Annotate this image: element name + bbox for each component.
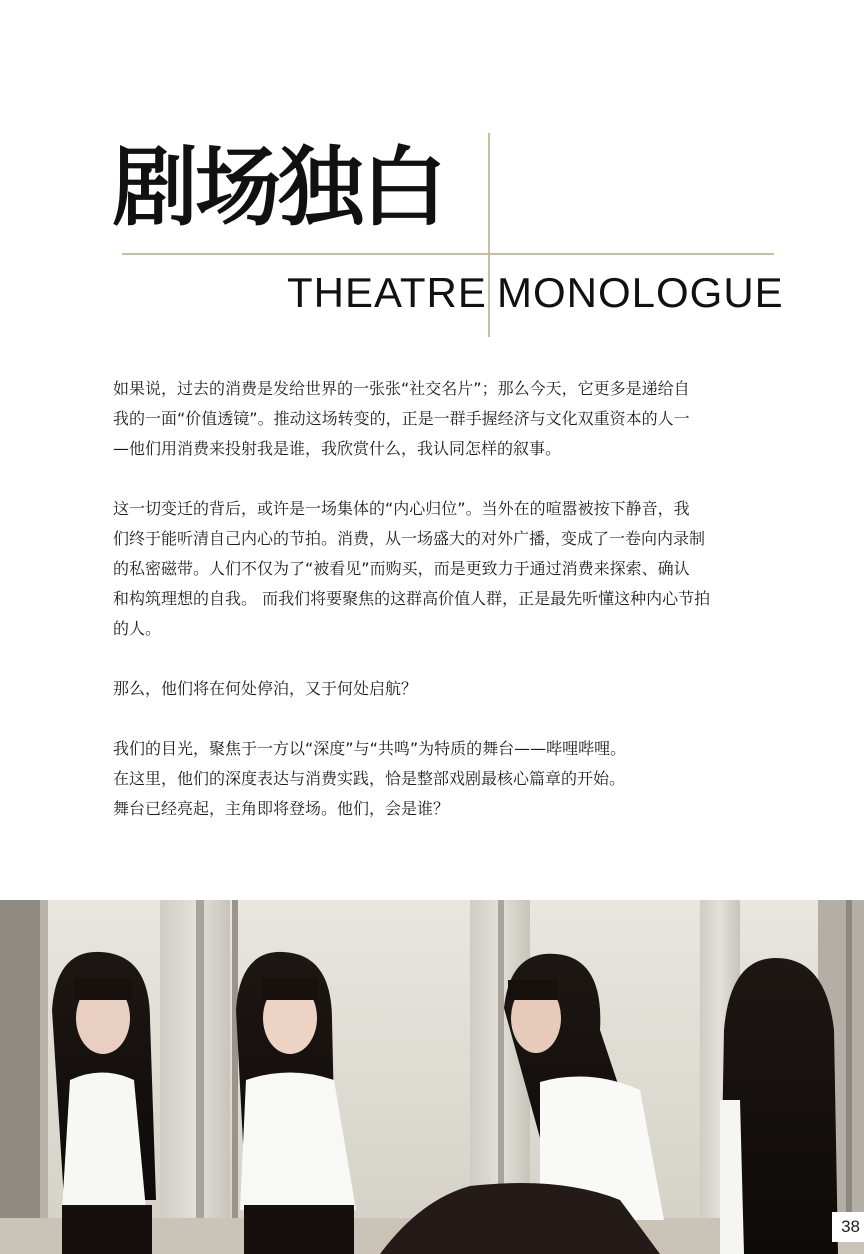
- figure-4: [720, 958, 838, 1254]
- text-line: 我的一面“价值透镜”。推动这场转变的，正是一群手握经济与文化双重资本的人一: [113, 409, 690, 428]
- paragraph-2: [113, 494, 763, 644]
- page-number: 38: [832, 1212, 864, 1242]
- text-line: 如果说，过去的消费是发给世界的一张张“社交名片”；那么今天，它更多是递给自: [113, 379, 690, 398]
- text-line: 和构筑理想的自我。 而我们将要聚焦的这群高价值人群，正是最先听懂这种内心节拍: [113, 589, 711, 608]
- page-title-zh: 剧场独白: [112, 137, 444, 238]
- text-line: 我们的目光，聚焦于一方以“深度”与“共鸣”为特质的舞台——哔哩哔哩。: [113, 739, 627, 758]
- page-title-en-left: THEATRE: [287, 269, 487, 316]
- text-line: 那么，他们将在何处停泊，又于何处启航？: [113, 679, 418, 698]
- page-title-en-right: MONOLOGUE: [497, 269, 784, 316]
- text-line: 这一切变迁的背后，或许是一场集体的“内心归位”。当外在的喧嚣被按下静音，我: [113, 499, 690, 518]
- paragraph-4: [113, 734, 763, 824]
- text-line: 的私密磁带。人们不仅为了“被看见”而购买，而是更致力于通过消费来探索、确认: [113, 559, 690, 578]
- mirror-reflections-photo: [0, 900, 864, 1254]
- text-line: 在这里，他们的深度表达与消费实践，恰是整部戏剧最核心篇章的开始。: [113, 769, 626, 788]
- horizontal-divider: [122, 253, 774, 255]
- figure-1: [52, 952, 156, 1254]
- text-line: —他们用消费来投射我是谁，我欣赏什么，我认同怎样的叙事。: [113, 439, 562, 458]
- body-text: [113, 374, 763, 854]
- text-line: 舞台已经亮起，主角即将登场。他们，会是谁？: [113, 799, 450, 818]
- paragraph-3: [113, 674, 763, 704]
- text-line: 的人。: [113, 619, 162, 638]
- text-line: 们终于能听清自己内心的节拍。消费，从一场盛大的对外广播，变成了一卷向内录制: [113, 529, 706, 548]
- vertical-divider: [488, 133, 490, 337]
- photo-illustration: [0, 900, 864, 1254]
- paragraph-1: [113, 374, 763, 464]
